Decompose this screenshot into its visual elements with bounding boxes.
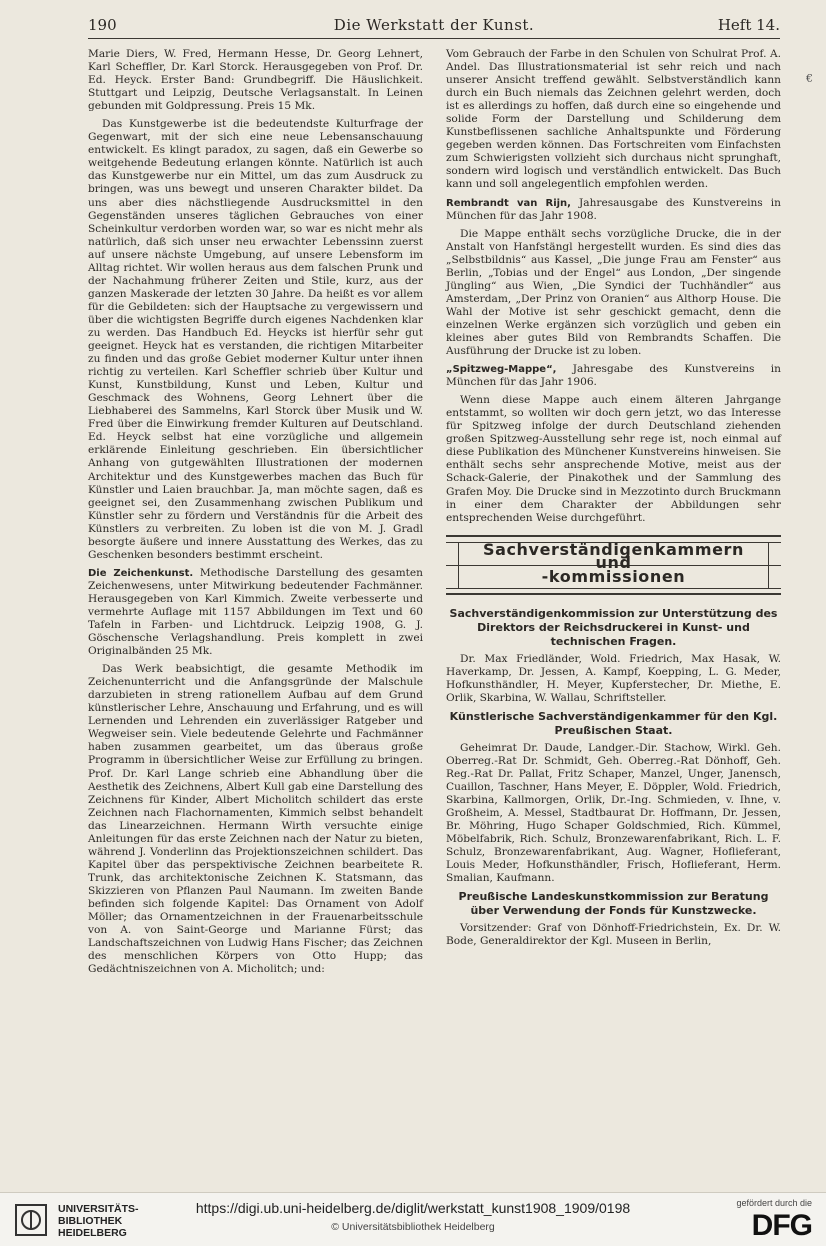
left-column: [88, 48, 423, 981]
paragraph: Vorsitzender: Graf von Dönhoff-Friedrichstein, Ex. Dr. W. Bode, Generaldirektor der Kgl. Museen in Berlin,: [446, 922, 781, 948]
library-name-line: UNIVERSITÄTS-: [58, 1203, 139, 1215]
paragraph-text: Jahresgabe des Kunstvereins in München für das Jahr 1906.: [446, 363, 781, 389]
copyright-notice: © Universitätsbibliothek Heidelberg: [331, 1221, 495, 1233]
right-column: [446, 48, 781, 953]
viewer-footer: [0, 1192, 826, 1246]
issue-label: Heft 14.: [717, 16, 780, 34]
dfg-logo[interactable]: DFG: [751, 1209, 812, 1242]
paragraph: Das Werk beabsichtigt, die gesamte Methodik im Zeichenunterricht und die Anfangsgründe der Malschule darzubieten in streng rationellem Aufbau auf dem Grund künstlerischer Lehre, Anschauung und Erfahrung, und es will Lernenden und Lehrenden ein zuverlässiger Ratgeber und Wegweiser sein. Viele bedeutende Gelehrte und Fachmänner haben zusammen gearbeitet, um das überaus große Programm in übersichtlicher Weise zur Erfüllung zu bringen. Prof. Dr. Karl Lange schrieb eine Abhandlung über die Aesthetik des Zeichnens, Albert Kull gab eine Darstellung des Zeichnens für Kinder, Albert Micholitch schildert das erste Zeichnen nach Flachornamenten, Kimmich selbst behandelt das Linearzeichnen. Hermann Wirth versuchte einige Anleitungen für das erste Zeichnen nach der Natur zu bieten, während J. Vonderlinn das Projektionszeichnen schildert. Das Kapitel über das perspektivische Zeichnen bearbeitete R. Trunk, das architektonische Zeichnen K. Statsmann, das Skizzieren von Pflanzen Paul Naumann. Im zweiten Bande befinden sich folgende Kapitel: Das Ornament von Adolf Möller; das Ornamentzeichnen in der Frauenarbeitsschule von A. von Saint-George und Marianne Fürst; das Landschaftszeichnen von Ludwig Hans Fischer; das Zeichnen des menschlichen Körpers von Otto Hupp; das Gedächtniszeichnen von A. Micholitch; und:: [88, 663, 423, 976]
margin-mark-icon: €: [806, 72, 813, 85]
paragraph-text: Methodische Darstellung des gesamten Zeichenwesens, unter Mitwirkung bedeutender Fachmänner. Herausgegeben von Karl Kimmich. Zweite verbesserte und vermehrte Auflage mit 1157 Abbildungen im Text und 60 Tafeln in Farben- und Lichtdruck. Leipzig 1908, G. J. Göschensche Verlagshandlung. Preis komplett in zwei Originalbänden 25 Mk.: [88, 566, 424, 658]
page-number: 190: [88, 16, 117, 34]
section-heading-line-2: -kommissionen: [541, 566, 686, 586]
paragraph: Das Kunstgewerbe ist die bedeutendste Kulturfrage der Gegenwart, mit der sich eine neue Lebensanschauung entwickelt. Es klingt paradox, zu sagen, daß ein Gewerbe so weitgehende Bedeutung erlangen könnte. Natürlich ist auch das Kunstgewerbe nur ein Mittel, um das zum Ausdruck zu bringen, was uns bewegt und unseren Charakter bildet. Da uns aber dies nächstliegende Ausdrucksmittel in den Gegenständen unseres täglichen Gebrauches von einer Scheinkultur verdorben worden war, so war es nicht mehr als natürlich, daß sich unser neu erwachter Lebenssinn zuerst auf unsere nächste Umgebung, auf unsere Lebensform im Alltag richtet. Wir wollen heraus aus dem falschen Prunk und der Nachahmung früherer Zeiten und Stile, kurz, aus der ganzen Maskerade der letzten 30 Jahre. Da heißt es vor allem für die Gebildeten: sich der Hauptsache zu vergewissern und über die wichtigsten Begriffe durch eigenes Nachdenken klar zu werden. Das Handbuch Ed. Heycks ist hierfür sehr gut geeignet. Heyck hat es verstanden, die richtigen Mitarbeiter zu finden und das große Gebiet moderner Kultur unter ihnen richtig zu verteilen. Karl Scheffler schrieb über Kultur und Kunst, Kunstbildung, Kunst und Leben, Kultur und Geschmack des Wohnens, Georg Lehnert über die Liebhaberei des Sammelns, Karl Storck über Musik und W. Fred über die Einwirkung fremder Kulturen auf Deutschland. Ed. Heyck selbst hat eine vorzügliche und allgemein erklärende Einleitung geschrieben. Ein übersichtlicher Anhang von gutgewählten Illustrationen der modernen Architektur und des Kunstgewerbes machen das Buch für Künstler und Laien brauchbar. Ja, man möchte sagen, daß es geeignet sei, den Zusammenhang zwischen Publikum und Künstler sehr zu fördern und Verständnis für die Arbeit des Künstlers zu verbreiten. Zu loben ist die von M. J. Gradl besorgte äußere und innere Ausstattung des Werkes, das zu Geschenken besonders bestimmt erscheint.: [88, 118, 423, 561]
paragraph: [446, 363, 781, 389]
review-title: „Spitzweg-Mappe“,: [446, 364, 557, 376]
section-heading-box: [446, 535, 781, 595]
paragraph: Vom Gebrauch der Farbe in den Schulen von Schulrat Prof. A. Andel. Das Illustrationsmaterial ist sehr reich und nach unserer Ansicht treffend gewählt. Selbstverständlich kann durch ein Buch niemals das Zeichnen gelehrt werden, doch ist es allerdings zu hoffen, daß durch eine so eingehende und solide Form der Darstellung und Schilderung dem Kunstbeflissenen sachliche Anhaltspunkte und Förderung gegeben werden können. Das Fortschreiten vom Einfachsten zum Schwierigsten vollzieht sich durchaus nicht sprunghaft, sondern wird logisch und verständlich entwickelt. Das Buch kann und soll angelegentlich empfohlen werden.: [446, 48, 781, 191]
paragraph: Geheimrat Dr. Daude, Landger.-Dir. Stachow, Wirkl. Geh. Oberreg.-Rat Dr. Schmidt, Geh. Oberreg.-Rat Dönhoff, Geh. Reg.-Rat Dr. Pallat, Fritz Schaper, Manzel, Unger, Janensch, Cuaillon, Taschner, Hans Meyer, E. Döppler, Wold. Friedrich, Skarbina, Kallmorgen, Orlik, Dr.-Ing. Schmieden, v. Ihne, v. Großheim, A. Messel, Stadtbaurat Dr. Hoffmann, Dr. Jessen, Br. Möhring, Hugo Schaper Goldschmied, Rich. Kümmel, Möbelfabrik, Rich. Schulz, Bronzewarenfabrikant, Rich. L. F. Schulz, Bronzewarenfabrikant, Aug. Wagner, Hoflieferant, Louis Meder, Hofkunsthändler, Frisch, Hoflieferant, Herm. Smalian, Kaufmann.: [446, 741, 781, 885]
journal-title: Die Werkstatt der Kunst.: [333, 16, 535, 34]
paragraph: Die Mappe enthält sechs vorzügliche Drucke, die in der Anstalt von Hanfstängl hergestellt wurden. Es sind dies das „Selbstbildnis“ aus Kassel, „Die junge Frau am Fenster“ aus Berlin, „Tobias und der Engel“ aus London, „Der singende Jüngling“ aus Wien, „Die Syndici der Tuchhändler“ aus Amsterdam, „Der Prinz von Oranien“ aus Althorp House. Die Wahl der Motive ist sehr geschickt gemacht, denn die einzelnen Werke ergänzen sich vorzüglich und geben ein kleines aber gutes Bild von Rembrandts Schaffen. Die Ausführung der Drucke ist zu loben.: [446, 227, 781, 358]
subsection-heading: Preußische Landeskunstkommission zur Beratung über Verwendung der Fonds für Kunstzwecke.: [458, 890, 769, 918]
subsection-heading: Sachverständigenkommission zur Unterstützung des Direktors der Reichsdruckerei in Kunst- und technischen Fragen.: [449, 606, 778, 648]
paragraph: [88, 567, 423, 658]
funding-note: gefördert durch die: [736, 1198, 812, 1208]
paragraph: Wenn diese Mappe auch einem älteren Jahrgange entstammt, so wollten wir doch gern jetzt, wo das Interesse für Spitzweg infolge der durch Deutschland ziehenden großen Spitzweg-Ausstellung sehr rege ist, noch einmal auf diese Publikation des Münchener Kunstvereins hinweisen. Sie enthält sechs sehr ansprechende Motive, meist aus der Schack-Galerie, der Pinakothek und der Sammlung des Grafen Moy. Die Drucke sind in Mezzotinto durch Bruckmann in einer dem Charakter der Abbildungen sehr entsprechenden Weise durchgeführt.: [446, 394, 781, 524]
paragraph: Marie Diers, W. Fred, Hermann Hesse, Dr. Georg Lehnert, Karl Scheffler, Dr. Karl Storck. Herausgegeben von Prof. Dr. Ed. Heyck. Erster Band: Grundbegriff. Die Häuslichkeit. Stuttgart und Leipzig, Deutsche Verlagsanstalt. In Leinen gebunden mit Goldpressung. Preis 15 Mk.: [88, 48, 423, 113]
running-header: [88, 14, 780, 39]
paragraph: [446, 197, 781, 223]
permalink-url[interactable]: https://digi.ub.uni-heidelberg.de/diglit/werkstatt_kunst1908_1909/0198: [195, 1200, 631, 1216]
section-heading-line-1: Sachverständigenkammern und: [482, 539, 745, 572]
paragraph-text: Jahresausgabe des Kunstvereins in München für das Jahr 1908.: [446, 196, 781, 222]
library-name-line: HEIDELBERG: [58, 1227, 127, 1239]
subsection-heading: Künstlerische Sachverständigenkammer für den Kgl. Preußischen Staat.: [449, 709, 778, 737]
paragraph: Dr. Max Friedländer, Wold. Friedrich, Max Hasak, W. Haverkamp, Dr. Jessen, A. Kampf, Koepping, L. G. Meder, Hofkunsthändler, H. Meyer, Kupferstecher, Dr. Miethe, E. Orlik, Skarbina, W. Wallau, Schriftsteller.: [446, 652, 781, 704]
library-name-line: BIBLIOTHEK: [58, 1215, 123, 1227]
review-title: Die Zeichenkunst.: [88, 567, 194, 579]
review-title: Rembrandt van Rijn,: [446, 197, 571, 209]
